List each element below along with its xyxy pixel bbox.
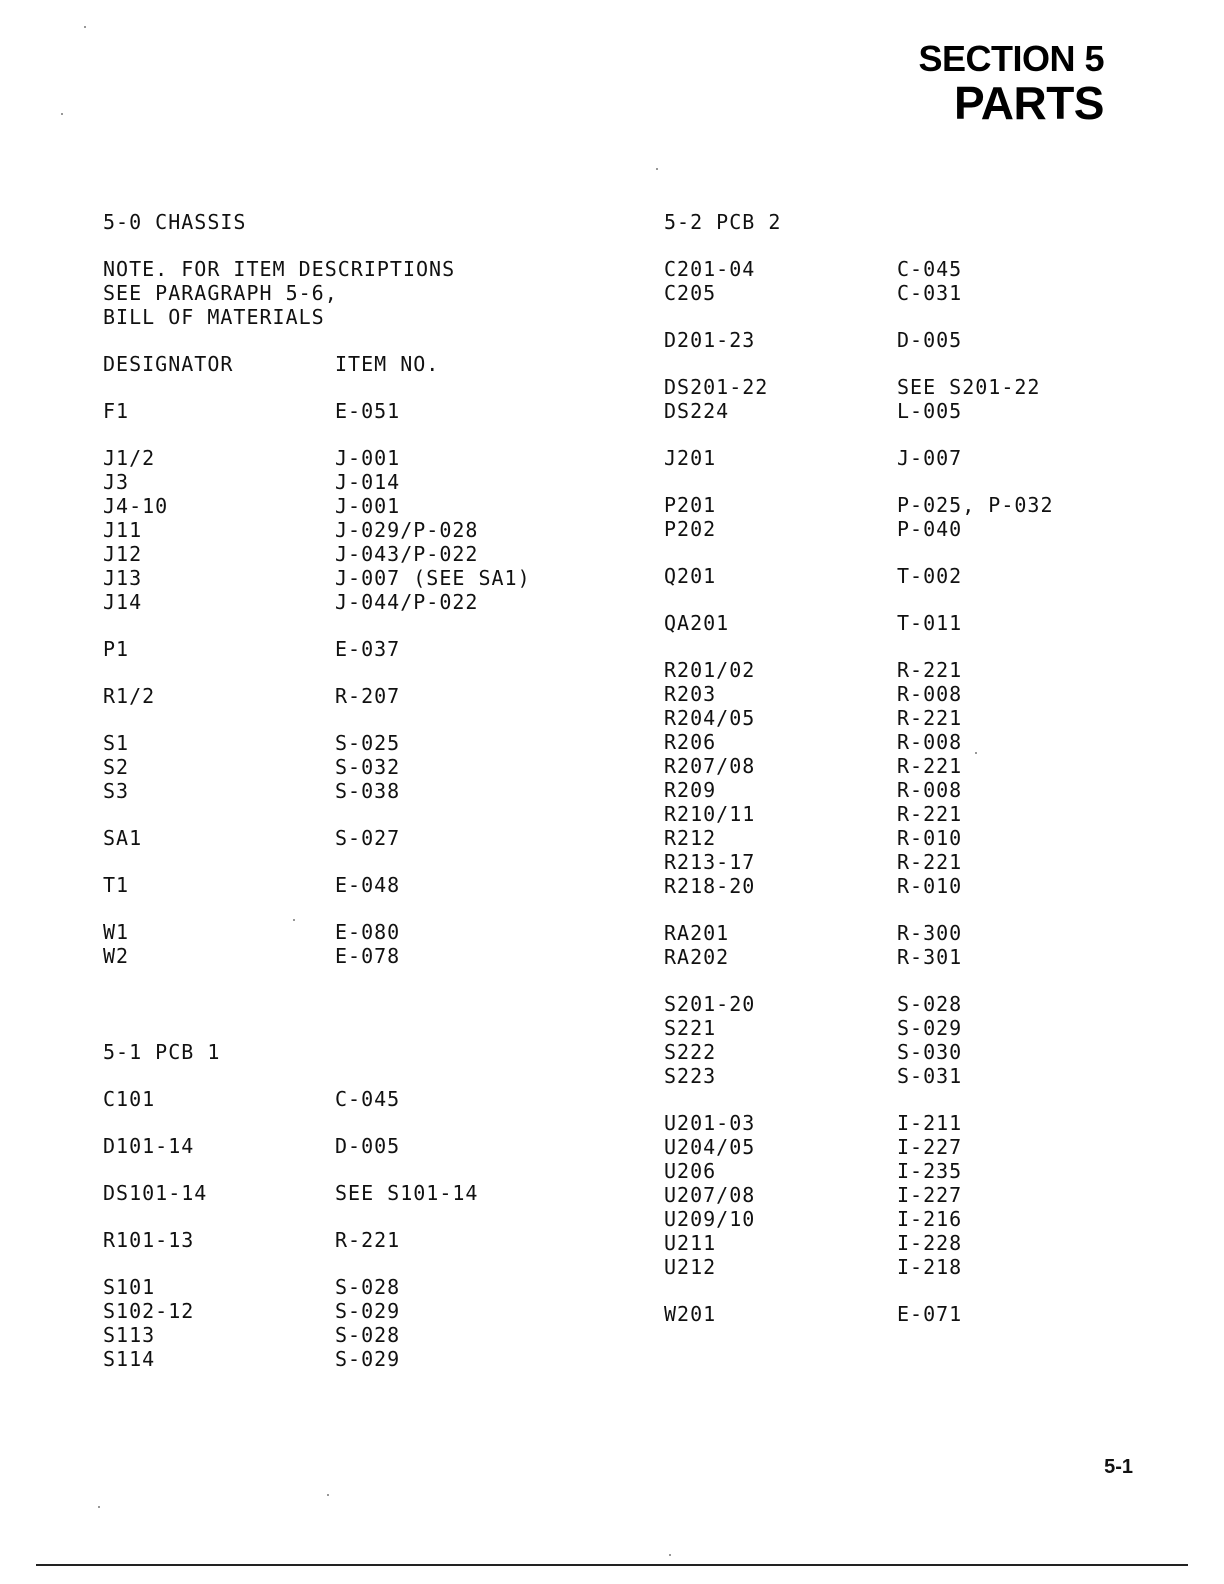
designator: J11 <box>103 518 143 542</box>
item-number: R-008 <box>897 778 963 802</box>
item-number: J-044/P-022 <box>335 590 479 614</box>
part-row <box>664 754 1124 778</box>
note-line: SEE PARAGRAPH 5-6, <box>103 281 338 305</box>
item-number: P-025, P-032 <box>897 493 1054 517</box>
designator: U209/10 <box>664 1207 756 1231</box>
item-number: R-301 <box>897 945 963 969</box>
part-row <box>103 779 623 803</box>
part-row <box>103 446 623 470</box>
note-line: NOTE. FOR ITEM DESCRIPTIONS <box>103 257 456 281</box>
designator: U211 <box>664 1231 717 1255</box>
designator: R206 <box>664 730 717 754</box>
designator: J13 <box>103 566 143 590</box>
item-number: R-008 <box>897 682 963 706</box>
scan-speck <box>98 1506 100 1508</box>
designator: J14 <box>103 590 143 614</box>
part-row <box>664 328 1124 352</box>
part-row <box>664 611 1124 635</box>
part-row <box>664 730 1124 754</box>
part-row <box>664 399 1124 423</box>
scan-speck <box>293 919 295 921</box>
item-number: C-031 <box>897 281 963 305</box>
designator: DS224 <box>664 399 730 423</box>
part-row <box>664 281 1124 305</box>
part-row <box>664 802 1124 826</box>
part-row <box>103 1275 623 1299</box>
item-number: I-211 <box>897 1111 963 1135</box>
item-number: SEE S101-14 <box>335 1181 479 1205</box>
pcb1-section-title: 5-1 PCB 1 <box>103 1040 221 1064</box>
item-number: D-005 <box>335 1134 401 1158</box>
item-number: D-005 <box>897 328 963 352</box>
footer-rule <box>36 1564 1188 1566</box>
part-row <box>103 944 623 968</box>
designator: W1 <box>103 920 130 944</box>
designator: S101 <box>103 1275 156 1299</box>
designator: U212 <box>664 1255 717 1279</box>
designator: J201 <box>664 446 717 470</box>
part-row <box>664 706 1124 730</box>
designator: J12 <box>103 542 143 566</box>
part-row <box>103 755 623 779</box>
designator: C101 <box>103 1087 156 1111</box>
part-row <box>664 921 1124 945</box>
item-number: S-032 <box>335 755 401 779</box>
item-number: I-218 <box>897 1255 963 1279</box>
part-row <box>664 992 1124 1016</box>
item-number: E-037 <box>335 637 401 661</box>
item-number: S-029 <box>897 1016 963 1040</box>
designator: R210/11 <box>664 802 756 826</box>
part-row <box>664 1255 1124 1279</box>
part-row <box>103 873 623 897</box>
part-row <box>103 684 623 708</box>
part-row <box>664 1159 1124 1183</box>
part-row <box>103 518 623 542</box>
scan-speck <box>327 1494 329 1496</box>
item-number: S-028 <box>897 992 963 1016</box>
item-number: S-038 <box>335 779 401 803</box>
part-row <box>664 257 1124 281</box>
designator: C201-04 <box>664 257 756 281</box>
designator: R207/08 <box>664 754 756 778</box>
pcb2-parts-list <box>664 257 1124 1326</box>
designator: S114 <box>103 1347 156 1371</box>
designator: P202 <box>664 517 717 541</box>
part-row <box>664 1064 1124 1088</box>
designator: J3 <box>103 470 130 494</box>
designator: R218-20 <box>664 874 756 898</box>
item-number: I-216 <box>897 1207 963 1231</box>
item-number: R-300 <box>897 921 963 945</box>
designator: R213-17 <box>664 850 756 874</box>
designator: U206 <box>664 1159 717 1183</box>
designator: J1/2 <box>103 446 156 470</box>
part-row <box>103 826 623 850</box>
part-row <box>103 1181 623 1205</box>
part-row <box>103 1323 623 1347</box>
part-row <box>664 1207 1124 1231</box>
item-number: I-228 <box>897 1231 963 1255</box>
page-title: PARTS <box>954 77 1104 129</box>
designator: S1 <box>103 731 130 755</box>
item-number: J-043/P-022 <box>335 542 479 566</box>
right-column <box>664 210 1124 1326</box>
part-row <box>664 778 1124 802</box>
designator: T1 <box>103 873 130 897</box>
part-row <box>103 731 623 755</box>
part-row <box>103 494 623 518</box>
item-number: E-051 <box>335 399 401 423</box>
pcb2-section-title: 5-2 PCB 2 <box>664 210 782 234</box>
designator: S2 <box>103 755 130 779</box>
designator: S222 <box>664 1040 717 1064</box>
designator: R1/2 <box>103 684 156 708</box>
item-number: R-221 <box>897 754 963 778</box>
item-number: R-221 <box>335 1228 401 1252</box>
designator: S201-20 <box>664 992 756 1016</box>
designator: SA1 <box>103 826 143 850</box>
note-line: BILL OF MATERIALS <box>103 305 325 329</box>
designator: J4-10 <box>103 494 169 518</box>
designator: R201/02 <box>664 658 756 682</box>
item-number: S-027 <box>335 826 401 850</box>
part-row <box>664 826 1124 850</box>
item-number: T-002 <box>897 564 963 588</box>
part-row <box>103 1134 623 1158</box>
designator: RA201 <box>664 921 730 945</box>
designator: Q201 <box>664 564 717 588</box>
item-number: S-030 <box>897 1040 963 1064</box>
part-row <box>664 517 1124 541</box>
part-row <box>664 446 1124 470</box>
scan-speck <box>84 26 86 28</box>
designator: R101-13 <box>103 1228 195 1252</box>
designator: U201-03 <box>664 1111 756 1135</box>
item-no-header: ITEM NO. <box>335 352 440 376</box>
designator: S113 <box>103 1323 156 1347</box>
part-row <box>103 1228 623 1252</box>
designator: R204/05 <box>664 706 756 730</box>
designator: S221 <box>664 1016 717 1040</box>
designator: P201 <box>664 493 717 517</box>
designator: S102-12 <box>103 1299 195 1323</box>
designator: C205 <box>664 281 717 305</box>
chassis-section-title: 5-0 CHASSIS <box>103 210 247 234</box>
part-row <box>664 1111 1124 1135</box>
part-row <box>103 1299 623 1323</box>
designator: S223 <box>664 1064 717 1088</box>
designator: QA201 <box>664 611 730 635</box>
designator: S3 <box>103 779 130 803</box>
item-number: I-235 <box>897 1159 963 1183</box>
designator-header: DESIGNATOR <box>103 352 234 376</box>
item-number: P-040 <box>897 517 963 541</box>
part-row <box>664 1183 1124 1207</box>
designator: DS201-22 <box>664 375 769 399</box>
designator: D101-14 <box>103 1134 195 1158</box>
pcb1-parts-list <box>103 1087 623 1371</box>
item-number: R-008 <box>897 730 963 754</box>
item-number: S-031 <box>897 1064 963 1088</box>
item-number: J-001 <box>335 446 401 470</box>
part-row <box>664 1135 1124 1159</box>
item-number: S-029 <box>335 1347 401 1371</box>
designator: R209 <box>664 778 717 802</box>
item-number: J-014 <box>335 470 401 494</box>
part-row <box>103 920 623 944</box>
item-number: R-207 <box>335 684 401 708</box>
page-number: 5-1 <box>1104 1456 1133 1478</box>
part-row <box>103 566 623 590</box>
item-number: S-028 <box>335 1275 401 1299</box>
item-number: C-045 <box>897 257 963 281</box>
part-row <box>664 1302 1124 1326</box>
chassis-parts-list <box>103 399 623 968</box>
part-row <box>103 470 623 494</box>
part-row <box>664 1016 1124 1040</box>
item-number: C-045 <box>335 1087 401 1111</box>
part-row <box>664 850 1124 874</box>
part-row <box>664 493 1124 517</box>
scan-speck <box>975 752 977 754</box>
item-number: I-227 <box>897 1135 963 1159</box>
item-number: J-007 (SEE SA1) <box>335 566 531 590</box>
item-number: I-227 <box>897 1183 963 1207</box>
scan-speck <box>61 113 63 115</box>
part-row <box>103 542 623 566</box>
left-column <box>103 210 623 1371</box>
bom-note <box>103 257 623 329</box>
item-number: J-001 <box>335 494 401 518</box>
item-number: T-011 <box>897 611 963 635</box>
part-row <box>103 637 623 661</box>
scan-speck <box>669 1554 671 1556</box>
part-row <box>664 1040 1124 1064</box>
part-row <box>664 1231 1124 1255</box>
column-headers <box>103 352 623 376</box>
designator: F1 <box>103 399 130 423</box>
item-number: R-010 <box>897 874 963 898</box>
item-number: S-028 <box>335 1323 401 1347</box>
part-row <box>664 658 1124 682</box>
designator: P1 <box>103 637 130 661</box>
item-number: R-221 <box>897 658 963 682</box>
designator: D201-23 <box>664 328 756 352</box>
part-row <box>664 874 1124 898</box>
part-row <box>664 682 1124 706</box>
designator: R203 <box>664 682 717 706</box>
item-number: E-078 <box>335 944 401 968</box>
part-row <box>664 945 1124 969</box>
item-number: S-029 <box>335 1299 401 1323</box>
part-row <box>664 564 1124 588</box>
designator: DS101-14 <box>103 1181 208 1205</box>
part-row <box>103 1087 623 1111</box>
section-label: SECTION 5 <box>918 38 1104 79</box>
part-row <box>103 590 623 614</box>
item-number: L-005 <box>897 399 963 423</box>
item-number: E-048 <box>335 873 401 897</box>
scan-speck <box>656 168 658 170</box>
item-number: SEE S201-22 <box>897 375 1041 399</box>
item-number: R-221 <box>897 802 963 826</box>
part-row <box>664 375 1124 399</box>
designator: W201 <box>664 1302 717 1326</box>
item-number: S-025 <box>335 731 401 755</box>
designator: U204/05 <box>664 1135 756 1159</box>
item-number: R-221 <box>897 850 963 874</box>
item-number: J-029/P-028 <box>335 518 479 542</box>
designator: R212 <box>664 826 717 850</box>
item-number: R-010 <box>897 826 963 850</box>
designator: W2 <box>103 944 130 968</box>
item-number: E-080 <box>335 920 401 944</box>
designator: RA202 <box>664 945 730 969</box>
part-row <box>103 399 623 423</box>
part-row <box>103 1347 623 1371</box>
designator: U207/08 <box>664 1183 756 1207</box>
item-number: R-221 <box>897 706 963 730</box>
item-number: J-007 <box>897 446 963 470</box>
item-number: E-071 <box>897 1302 963 1326</box>
